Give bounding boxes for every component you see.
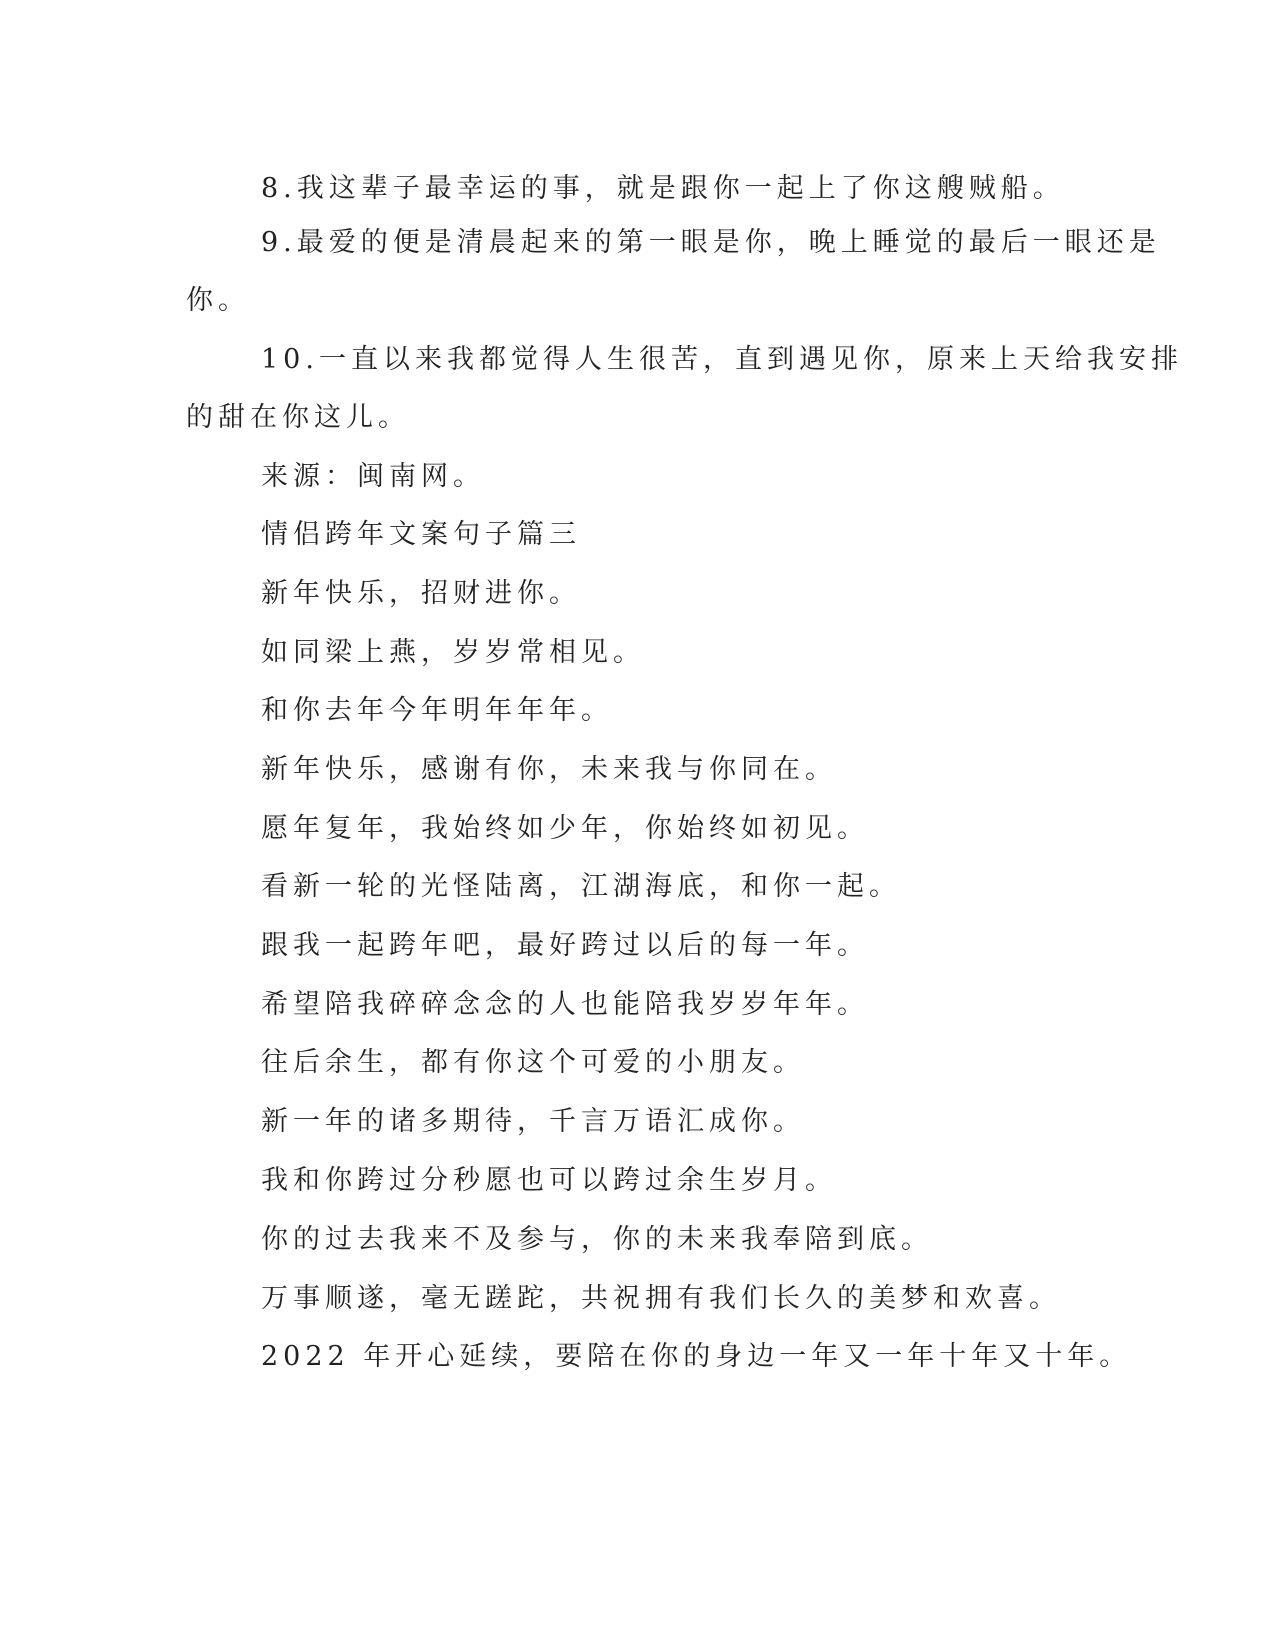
paragraph-line: 万事顺遂，毫无蹉跎，共祝拥有我们长久的美梦和欢喜。	[261, 1283, 1061, 1314]
paragraph-line: 往后余生，都有你这个可爱的小朋友。	[261, 1047, 805, 1078]
paragraph-line: 你的过去我来不及参与，你的未来我奉陪到底。	[261, 1224, 933, 1255]
section-heading: 情侣跨年文案句子篇三	[261, 519, 581, 550]
paragraph-line: 看新一轮的光怪陆离，江湖海底，和你一起。	[261, 871, 901, 902]
paragraph-line: 你。	[186, 285, 250, 316]
source-line: 来源：闽南网。	[261, 461, 485, 492]
paragraph-line: 我和你跨过分秒愿也可以跨过余生岁月。	[261, 1165, 837, 1196]
paragraph-line: 希望陪我碎碎念念的人也能陪我岁岁年年。	[261, 989, 869, 1020]
paragraph-line: 新一年的诸多期待，千言万语汇成你。	[261, 1106, 805, 1137]
paragraph-line: 跟我一起跨年吧，最好跨过以后的每一年。	[261, 930, 869, 961]
paragraph-line: 如同梁上燕，岁岁常相见。	[261, 637, 645, 668]
paragraph-line: 8.我这辈子最幸运的事，就是跟你一起上了你这艘贼船。	[261, 173, 1065, 204]
paragraph-line: 9.最爱的便是清晨起来的第一眼是你，晚上睡觉的最后一眼还是	[261, 227, 1161, 258]
paragraph-line: 的甜在你这儿。	[186, 402, 410, 433]
paragraph-line: 和你去年今年明年年年。	[261, 695, 613, 726]
paragraph-line: 新年快乐，招财进你。	[261, 578, 581, 609]
paragraph-line: 新年快乐，感谢有你，未来我与你同在。	[261, 754, 837, 785]
paragraph-line: 2022 年开心延续，要陪在你的身边一年又一年十年又十年。	[261, 1341, 1132, 1372]
paragraph-line: 愿年复年，我始终如少年，你始终如初见。	[261, 813, 869, 844]
paragraph-line: 10.一直以来我都觉得人生很苦，直到遇见你，原来上天给我安排	[261, 344, 1183, 375]
